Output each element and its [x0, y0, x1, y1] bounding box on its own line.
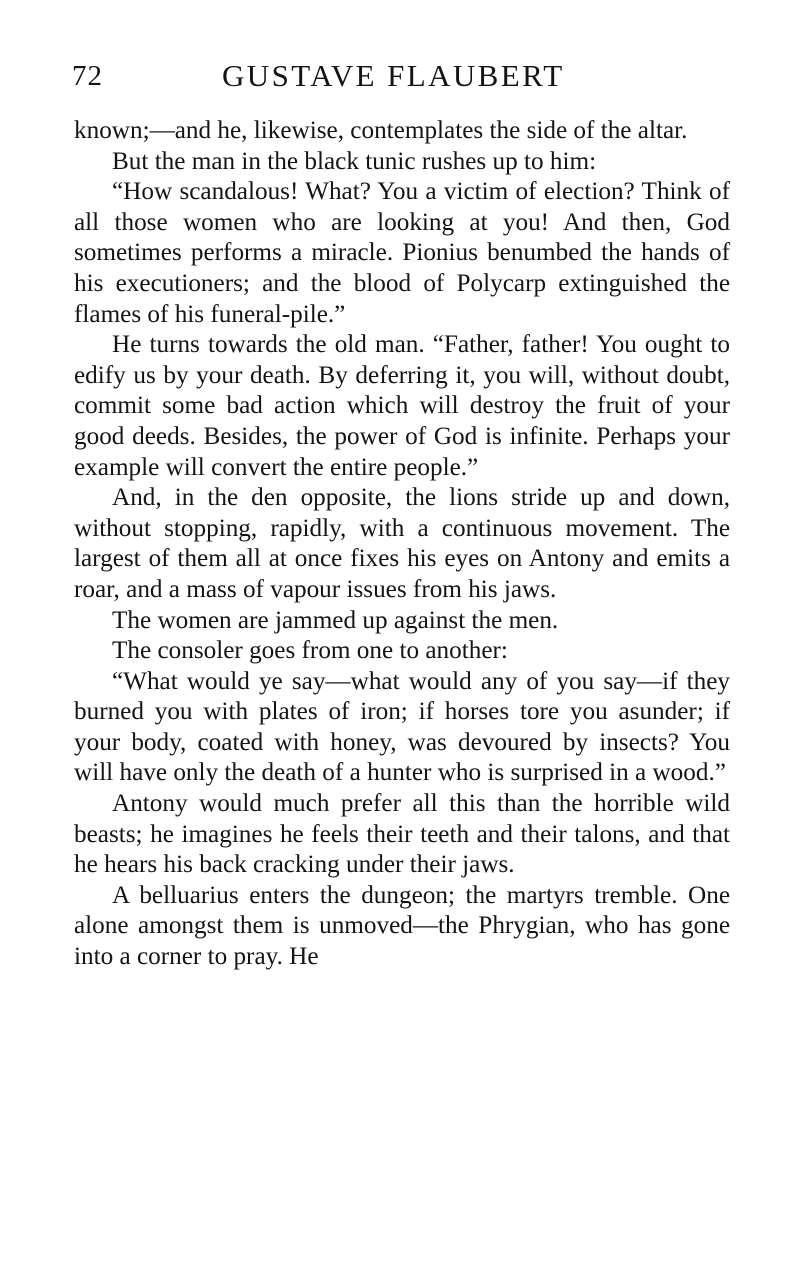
paragraph: And, in the den opposite, the lions stride up and down, without stopping, rapidly, with a continuous movement. The largest of them all at once fixes his eyes on Antony and emits a roar, and a mass of vapour issues from his jaws. — [74, 484, 730, 603]
paragraph: The consoler goes from one to another: — [112, 637, 508, 665]
page-header — [72, 56, 734, 100]
paragraph: The women are jammed up against the men. — [112, 606, 559, 634]
paragraph-continuation: known;—and he, likewise, contemplates the side of the altar. — [74, 117, 688, 144]
paragraph: “What would ye say—what would any of you say—if they burned you with plates of iron; if horses tore you asunder; if your body, coated with honey, was devoured by insects? You will have only the death of a hunter who is surprised in a wood.” — [74, 667, 730, 787]
paragraph: A belluarius enters the dungeon; the martyrs tremble. One alone amongst them is unmoved—the Phrygian, who has gone into a corner to pray. He — [74, 881, 730, 971]
body-text — [74, 116, 730, 973]
paragraph: He turns towards the old man. “Father, father! You ought to edify us by your death. By deferring it, you will, without doubt, commit some bad action which will destroy the fruit of your good deeds. Besides, the power of God is infinite. Perhaps your example will convert the entire people.” — [74, 331, 730, 481]
running-title: GUSTAVE FLAUBERT — [222, 58, 565, 93]
page-number: 72 — [72, 60, 103, 92]
paragraph: Antony would much prefer all this than the horrible wild beasts; he imagines he feels their teeth and their talons, and that he hears his back cracking under their jaws. — [74, 790, 730, 879]
paragraph: But the man in the black tunic rushes up to him: — [112, 147, 597, 175]
paragraph: “How scandalous! What? You a victim of election? Think of all those women who are looking at you! And then, God sometimes performs a miracle. Pionius benumbed the hands of his executioners; and the blood of Polycarp extinguished the flames of his funeral-pile.” — [74, 178, 730, 328]
